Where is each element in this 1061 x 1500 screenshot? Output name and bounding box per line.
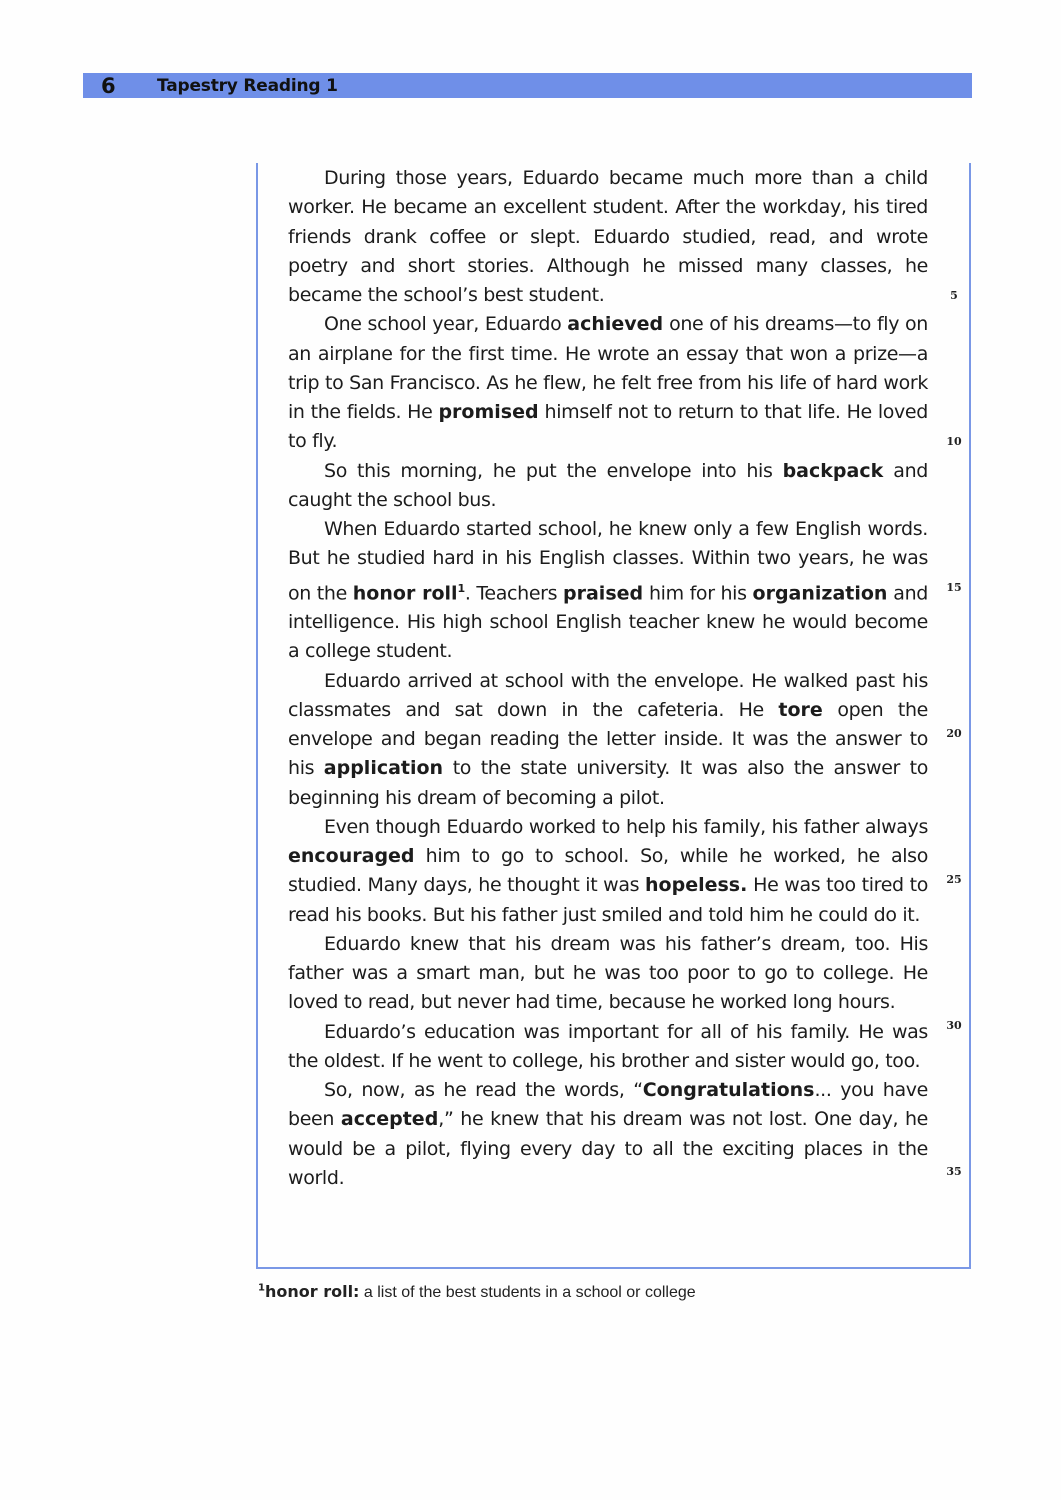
book-title: Tapestry Reading 1 xyxy=(157,76,338,96)
text-run: one of his dreams—to fly on an airplane for the first time. He wrote an essay that won a prize—a trip to San Francisco. As he flew, he felt free from his life of hard work in the fields. He xyxy=(288,313,928,423)
paragraph xyxy=(288,1018,928,1077)
vocabulary-word: backpack xyxy=(782,459,884,482)
footnote xyxy=(258,1282,696,1302)
line-number: 5 xyxy=(950,289,958,302)
vocabulary-word: promised xyxy=(438,401,539,423)
text-run: and intelligence. His high school English teacher knew he would become a college student. xyxy=(288,581,929,663)
vocabulary-word: accepted xyxy=(340,1108,439,1131)
footnote-marker: 1 xyxy=(258,1282,265,1294)
footnote-term: honor roll: xyxy=(264,1282,360,1301)
vocabulary-word: application xyxy=(323,757,444,780)
line-number: 30 xyxy=(946,1019,962,1032)
page-number: 6 xyxy=(101,74,116,98)
line-number: 35 xyxy=(946,1165,962,1178)
text-run: to the state university. It was also the answer to beginning his dream of becoming a pilot. xyxy=(288,757,929,809)
text-run: ,” he knew that his dream was not lost. One day, he would be a pilot, flying every day to all the exciting places in the world. xyxy=(288,1108,928,1189)
line-number: 20 xyxy=(946,727,962,740)
footnote-definition: a list of the best students in a school or college xyxy=(359,1284,696,1301)
vocabulary-word: hopeless. xyxy=(645,874,748,897)
text-run: Eduardo arrived at school with the envelope. He walked past his classmates and sat down in the cafeteria. He xyxy=(288,669,928,721)
text-run: him for his xyxy=(643,581,753,604)
text-run: open the envelope and began reading the letter inside. It was the answer to his xyxy=(288,698,928,780)
text-run: During those years, Eduardo became much more than a child worker. He became an excellent student. After the workday, his tired friends drank coffee or slept. Eduardo studied, read, and wrote poetry and short stories. Although he missed many classes, he became the school’s best student. xyxy=(288,167,928,306)
text-run: Eduardo knew that his dream was his father’s dream, too. His father was a smart man, but he was too poor to go to college. He loved to read, but never had time, because he worked long hours. xyxy=(288,932,928,1014)
vocabulary-word: organization xyxy=(752,581,888,604)
text-run: himself not to return to that life. He loved to fly. xyxy=(288,401,928,453)
text-run: Even though Eduardo worked to help his family, his father always xyxy=(324,815,928,838)
vocabulary-word: honor roll xyxy=(352,581,458,604)
text-run: him to go to school. So, while he worked, he also studied. Many days, he thought it was xyxy=(288,845,928,897)
vocabulary-word: encouraged xyxy=(288,845,415,868)
paragraph xyxy=(288,164,928,310)
paragraph xyxy=(288,515,928,667)
line-number: 15 xyxy=(946,581,962,594)
paragraph xyxy=(288,930,928,1018)
footnote-reference: 1 xyxy=(457,581,465,595)
paragraph xyxy=(288,813,928,930)
line-number: 25 xyxy=(946,873,962,886)
paragraph xyxy=(288,1076,928,1193)
vocabulary-word: praised xyxy=(563,581,644,604)
paragraph xyxy=(288,457,928,516)
paragraph xyxy=(288,310,928,456)
vocabulary-word: achieved xyxy=(567,313,664,336)
text-run: ... you have been xyxy=(288,1079,928,1131)
text-run: . Teachers xyxy=(464,581,564,604)
text-run: So this morning, he put the envelope into his xyxy=(324,459,783,482)
text-run: One school year, Eduardo xyxy=(324,313,568,336)
text-run: He was too tired to read his books. But his father just smiled and told him he could do it. xyxy=(288,874,928,926)
line-number: 10 xyxy=(946,435,962,448)
text-run: and caught the school bus. xyxy=(288,459,928,511)
vocabulary-word: Congratulations xyxy=(642,1079,815,1102)
text-run: Eduardo’s education was important for all of his family. He was the oldest. If he went to college, his brother and sister would go, too. xyxy=(288,1020,928,1072)
text-run: When Eduardo started school, he knew only a few English words. But he studied hard in his English classes. Within two years, he was on the xyxy=(288,518,928,604)
vocabulary-word: tore xyxy=(778,698,823,721)
text-run: So, now, as he read the words, “ xyxy=(324,1079,643,1102)
paragraph xyxy=(288,667,928,813)
reading-passage xyxy=(288,164,928,1193)
